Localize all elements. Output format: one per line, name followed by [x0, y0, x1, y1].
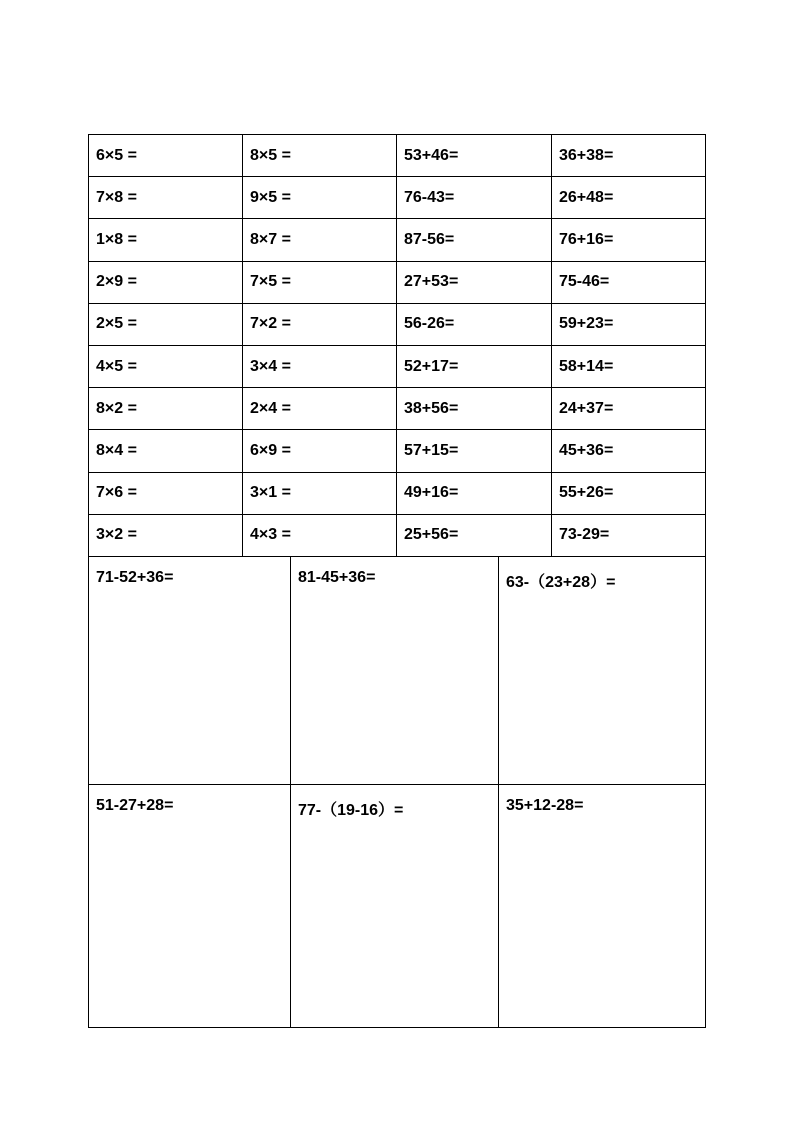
- drill-problem: 27+53=: [397, 262, 552, 304]
- drill-problem: 3×2 =: [89, 515, 243, 557]
- work-problem: 51-27+28=: [89, 785, 291, 1027]
- drill-problem: 7×2 =: [243, 304, 397, 346]
- drill-problem: 59+23=: [552, 304, 705, 346]
- worksheet-table: [88, 134, 706, 1028]
- work-problems-grid: [89, 557, 705, 1027]
- drill-problem: 53+46=: [397, 135, 552, 177]
- drill-problem: 8×7 =: [243, 219, 397, 261]
- drill-problem: 8×4 =: [89, 430, 243, 472]
- drill-problem: 87-56=: [397, 219, 552, 261]
- drill-problem: 2×4 =: [243, 388, 397, 430]
- drill-problem: 49+16=: [397, 473, 552, 515]
- drill-problem: 76-43=: [397, 177, 552, 219]
- drill-problem: 8×2 =: [89, 388, 243, 430]
- drill-problem: 7×8 =: [89, 177, 243, 219]
- work-problem: 35+12-28=: [506, 797, 584, 814]
- drill-problem: 58+14=: [552, 346, 705, 388]
- drill-problem: 26+48=: [552, 177, 705, 219]
- drill-problem: 3×4 =: [243, 346, 397, 388]
- drill-problem: 73-29=: [552, 515, 705, 557]
- work-problem: 63-（23+28）=: [499, 557, 705, 785]
- drill-problem: 3×1 =: [243, 473, 397, 515]
- drill-problem: 36+38=: [552, 135, 705, 177]
- drill-problem: 8×5 =: [243, 135, 397, 177]
- drill-problem: 9×5 =: [243, 177, 397, 219]
- drill-problem: 38+56=: [397, 388, 552, 430]
- drill-problem: 52+17=: [397, 346, 552, 388]
- drill-problem: 45+36=: [552, 430, 705, 472]
- drill-problem: 6×5 =: [89, 135, 243, 177]
- drill-problem: 25+56=: [397, 515, 552, 557]
- drill-problem: 4×5 =: [89, 346, 243, 388]
- drill-problem: 2×9 =: [89, 262, 243, 304]
- work-problem: 77-（19-16）=: [291, 785, 499, 1027]
- drill-problem: 57+15=: [397, 430, 552, 472]
- drill-problem: 7×5 =: [243, 262, 397, 304]
- drill-problem: 6×9 =: [243, 430, 397, 472]
- drill-problem: 24+37=: [552, 388, 705, 430]
- drill-problem: 7×6 =: [89, 473, 243, 515]
- drill-grid: [89, 135, 705, 557]
- work-problem: 71-52+36=: [89, 557, 291, 785]
- drill-problem: 56-26=: [397, 304, 552, 346]
- drill-problem: 2×5 =: [89, 304, 243, 346]
- drill-problem: 76+16=: [552, 219, 705, 261]
- drill-problem: 4×3 =: [243, 515, 397, 557]
- drill-problem: 1×8 =: [89, 219, 243, 261]
- drill-problem: 55+26=: [552, 473, 705, 515]
- drill-problem: 75-46=: [552, 262, 705, 304]
- work-problem: 81-45+36=: [291, 557, 499, 785]
